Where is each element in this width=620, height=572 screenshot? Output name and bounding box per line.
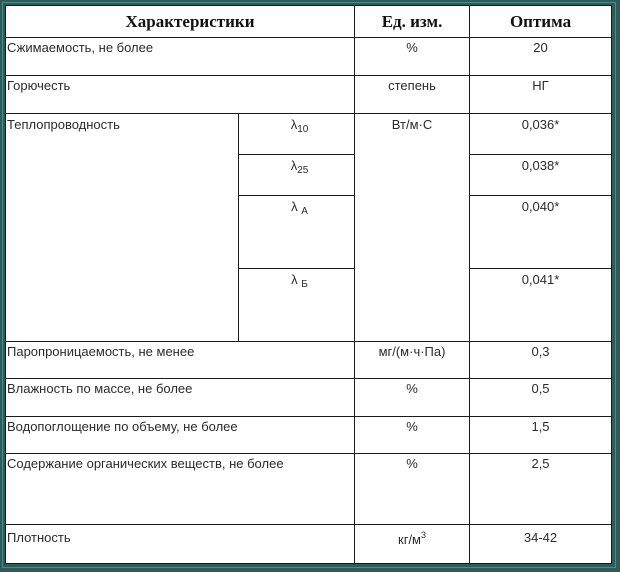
row-name: Паропроницаемость, не менее: [6, 342, 355, 379]
row-value: 1,5: [470, 417, 612, 454]
row-name: Горючесть: [6, 76, 355, 114]
table-row: [6, 38, 612, 76]
table-row: [6, 342, 612, 379]
row-unit: %: [355, 38, 470, 76]
lambda-label: $\lambda_{10}$: [239, 114, 355, 155]
row-name: Содержание органических веществ, не более: [6, 454, 355, 525]
row-unit: Вт/м·С: [355, 114, 470, 342]
row-value: 0,040*: [470, 196, 612, 269]
row-value: 34-42: [470, 525, 612, 564]
row-unit: мг/(м·ч·Па): [355, 342, 470, 379]
row-unit: $кг/м^3$: [355, 525, 470, 564]
row-value: 0,036*: [470, 114, 612, 155]
row-unit: %: [355, 417, 470, 454]
row-name: Плотность: [6, 525, 355, 564]
row-value: НГ: [470, 76, 612, 114]
header-unit: Ед. изм.: [355, 6, 470, 38]
row-value: 20: [470, 38, 612, 76]
table-container: [5, 5, 611, 563]
header-optima: Оптима: [470, 6, 612, 38]
row-name: Водопоглощение по объему, не более: [6, 417, 355, 454]
row-value: 0,5: [470, 379, 612, 417]
lambda-label: λ $_Б$: [239, 269, 355, 342]
row-unit: %: [355, 454, 470, 525]
row-name: Сжимаемость, не более: [6, 38, 355, 76]
row-value: 0,038*: [470, 155, 612, 196]
table-row: [6, 114, 612, 155]
table-row: [6, 454, 612, 525]
lambda-label: λ $_А$: [239, 196, 355, 269]
header-row: [6, 6, 612, 38]
row-name: Теплопроводность: [6, 114, 239, 342]
row-name: Влажность по массе, не более: [6, 379, 355, 417]
row-value: 2,5: [470, 454, 612, 525]
header-characteristics: Характеристики: [6, 6, 355, 38]
table-row: [6, 379, 612, 417]
row-value: 0,041*: [470, 269, 612, 342]
table-row: [6, 525, 612, 564]
row-value: 0,3: [470, 342, 612, 379]
table-row: [6, 417, 612, 454]
characteristics-table: [5, 5, 612, 564]
row-unit: степень: [355, 76, 470, 114]
row-unit: %: [355, 379, 470, 417]
table-row: [6, 76, 612, 114]
lambda-label: $\lambda_{25}$: [239, 155, 355, 196]
